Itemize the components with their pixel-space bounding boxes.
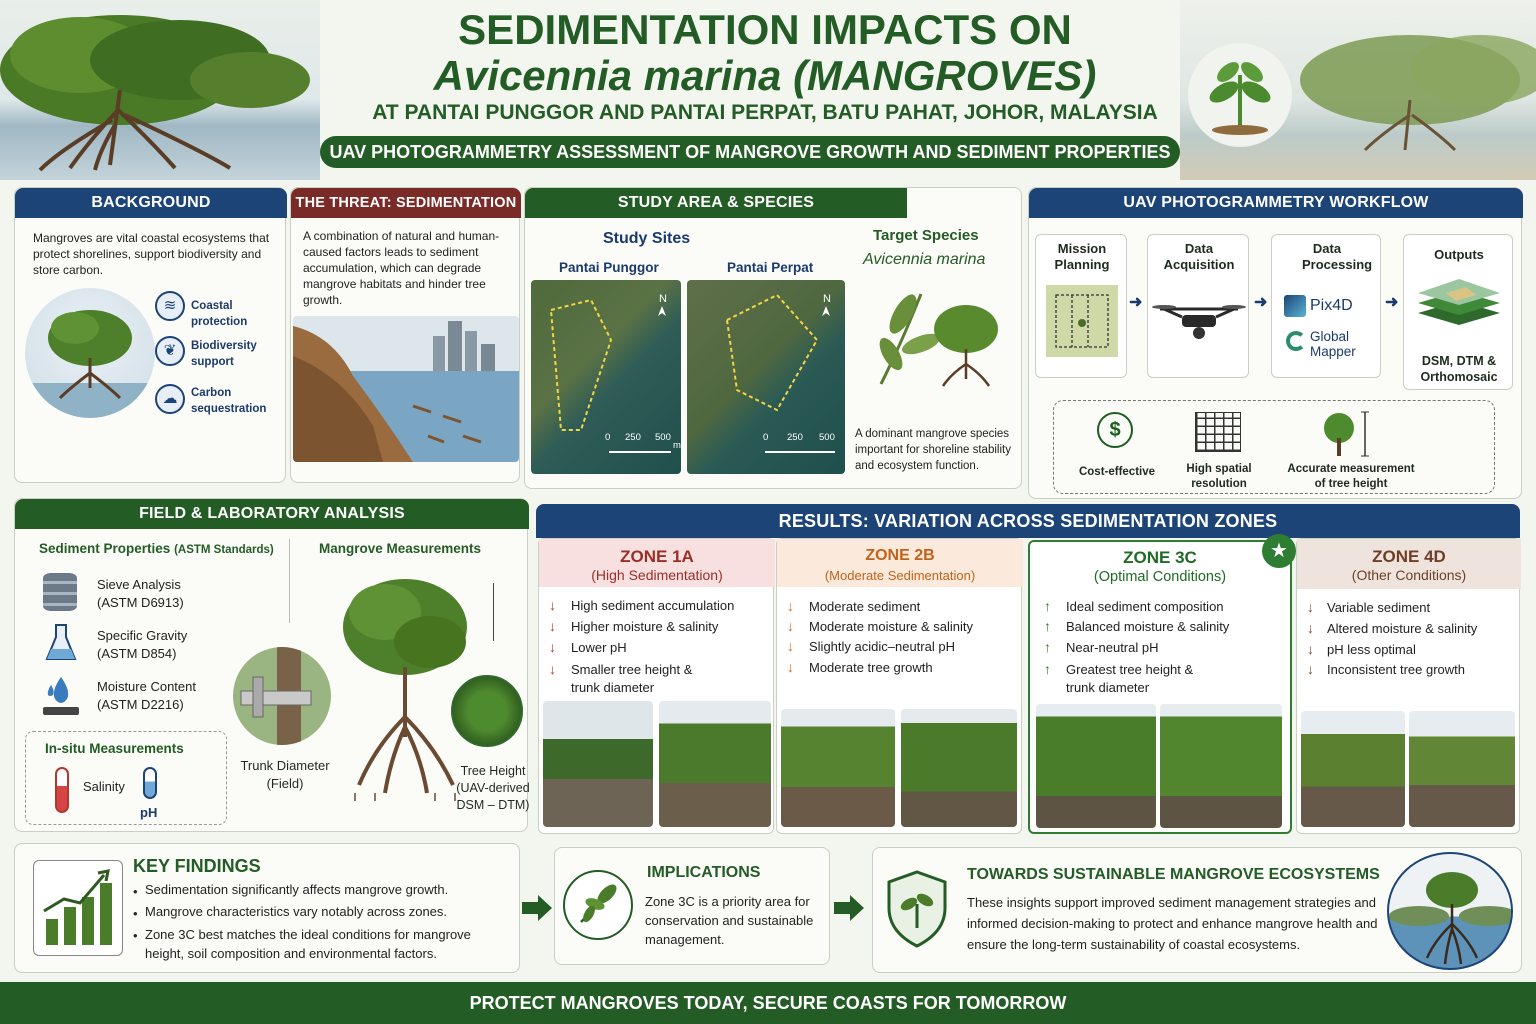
zone-4d-photo-1 <box>1301 711 1405 827</box>
benefit-cost: Cost-effective <box>1078 466 1156 478</box>
mangrove-roots-icon <box>1387 852 1513 970</box>
zone-3c-sub: (Optimal Conditions) <box>1093 569 1227 585</box>
z3-item-1: Ideal sediment composition <box>1066 599 1224 614</box>
findings-header: KEY FINDINGS <box>133 856 261 876</box>
z2-arrow-4: ↓ <box>787 659 794 675</box>
study-sites-title: Study Sites <box>603 230 691 247</box>
step3-label: Data Processing <box>1302 241 1373 272</box>
z4-item-2: Altered moisture & salinity <box>1327 621 1478 636</box>
biodiversity-icon: ❦ <box>155 336 185 366</box>
zone-4d-sub: (Other Conditions) <box>1351 567 1467 583</box>
step-data-acquisition <box>1147 234 1249 378</box>
site1-label: Pantai Punggor <box>559 260 659 275</box>
z1-item-2: Higher moisture & salinity <box>571 619 719 634</box>
threat-text: A combination of natural and human-caused factors leads to sediment accumulation, which can degrade mangrove habitats and hinder tree growth. <box>303 229 500 307</box>
test3-name: Moisture Content <box>97 679 196 694</box>
sustain-header: TOWARDS SUSTAINABLE MANGROVE ECOSYSTEMS <box>967 866 1380 883</box>
trunk-photo <box>233 647 331 745</box>
zone-4d-photo-2 <box>1409 711 1515 827</box>
z2-item-1: Moderate sediment <box>809 599 921 614</box>
finding-2: Mangrove characteristics vary notably across zones. <box>145 904 448 919</box>
threat-header: THE THREAT: SEDIMENTATION <box>291 188 521 218</box>
workflow-header: UAV PHOTOGRAMMETRY WORKFLOW <box>1029 188 1523 218</box>
test1-name: Sieve Analysis <box>97 577 181 592</box>
bar-chart-icon <box>33 860 123 956</box>
avicennia-leaf-icon <box>861 274 1011 402</box>
ph-meter-icon <box>143 767 157 799</box>
scale-unit: m <box>673 440 681 451</box>
zone-4d-card <box>1296 538 1520 834</box>
test1-std: (ASTM D6913) <box>97 595 184 610</box>
star-badge-icon: ★ <box>1262 534 1296 568</box>
benefit-resolution: High spatial resolution <box>1186 463 1252 490</box>
title-line1: SEDIMENTATION IMPACTS ON <box>458 6 1072 53</box>
software-global-mapper: Global Mapper <box>1310 329 1356 359</box>
carbon-icon: ☁ <box>155 384 185 414</box>
arrow-findings-implications <box>520 893 554 923</box>
scale2-500: 500 <box>819 432 835 443</box>
z2-arrow-2: ↓ <box>787 618 794 634</box>
z1-item-4: Smaller tree height & trunk diameter <box>571 662 693 695</box>
workflow-panel <box>1028 187 1522 499</box>
insitu-title: In-situ Measurements <box>45 741 184 756</box>
trunk-label: Trunk Diameter (Field) <box>240 758 330 791</box>
pix4d-icon <box>1284 295 1306 317</box>
zone-1a-photo-2 <box>659 701 771 827</box>
site2-label: Pantai Perpat <box>727 260 814 275</box>
field-header: FIELD & LABORATORY ANALYSIS <box>15 499 529 529</box>
zone-3c-photo-2 <box>1160 704 1282 828</box>
step-data-processing <box>1271 234 1381 378</box>
findings-panel <box>14 843 520 973</box>
flow-arrow-1: ➜ <box>1129 294 1143 311</box>
target-species-title: Target Species <box>873 227 979 244</box>
zone-2b-photo-1 <box>781 709 895 827</box>
mangrove-measure-title: Mangrove Measurements <box>319 541 482 556</box>
moisture-icon <box>43 675 79 715</box>
z1-arrow-4: ↓ <box>549 661 556 677</box>
z3-arrow-4: ↑ <box>1044 661 1051 677</box>
title-line2: Avicennia marina (MANGROVES) <box>433 52 1097 99</box>
field-divider <box>289 539 290 623</box>
zone-1a-card <box>538 538 774 834</box>
zone-3c-photo-1 <box>1036 704 1156 828</box>
finding-3: Zone 3C best matches the ideal conditions for mangrove height, soil composition and environmental factors. <box>145 927 471 961</box>
z3-item-2: Balanced moisture & salinity <box>1066 619 1230 634</box>
zone-2b-card <box>776 538 1022 834</box>
insitu-salinity: Salinity <box>83 779 125 794</box>
zone-1a-name: ZONE 1A <box>620 547 694 566</box>
tree-height-icon <box>1315 410 1375 458</box>
title-banner: UAV PHOTOGRAMMETRY ASSESSMENT OF MANGROVE GROWTH AND SEDIMENT PROPERTIES <box>320 136 1180 168</box>
coastal-protection-icon: ≋ <box>155 291 185 321</box>
height-arrow <box>493 583 494 641</box>
z3-arrow-1: ↑ <box>1044 598 1051 614</box>
flow-arrow-3: ➜ <box>1385 294 1399 311</box>
step-outputs <box>1403 234 1513 390</box>
implications-text: Zone 3C is a priority area for conservation and sustainable management. <box>645 894 814 947</box>
flow-arrow-2: ➜ <box>1254 294 1268 311</box>
background-header: BACKGROUND <box>15 188 287 218</box>
mangrove-tree-illustration <box>25 288 155 418</box>
study-panel <box>524 187 1022 489</box>
scale-500: 500 <box>655 432 671 443</box>
software-pix4d: Pix4D <box>1310 297 1353 314</box>
shield-sprout-icon <box>885 870 949 948</box>
zone-2b-name: ZONE 2B <box>865 547 935 564</box>
finding-1: Sedimentation significantly affects mangrove growth. <box>145 882 449 897</box>
drone-icon <box>1150 295 1248 353</box>
step2-label: Data Acquisition <box>1163 241 1235 272</box>
scale-0: 0 <box>605 432 611 443</box>
z3-arrow-3: ↑ <box>1044 639 1051 655</box>
z1-arrow-3: ↓ <box>549 639 556 655</box>
height-label: Tree Height (UAV-derived DSM – DTM) <box>456 764 530 812</box>
zone-1a-sub: (High Sedimentation) <box>591 567 723 583</box>
map-punggor <box>531 280 681 474</box>
zone-2b-sub: (Moderate Sedimentation) <box>824 568 976 583</box>
outputs-text: DSM, DTM & Orthomosaic <box>1420 354 1498 384</box>
z2-item-2: Moderate moisture & salinity <box>809 619 974 634</box>
svg-text:N: N <box>823 293 831 305</box>
z4-arrow-1: ↓ <box>1307 599 1314 615</box>
scale2-250: 250 <box>787 432 803 443</box>
grid-resolution-icon <box>1195 412 1241 452</box>
test2-name: Specific Gravity <box>97 628 188 643</box>
global-mapper-icon <box>1286 331 1306 351</box>
implications-panel <box>554 847 830 965</box>
benefit-tree-height: Accurate measurement of tree height <box>1287 463 1415 490</box>
z2-arrow-3: ↓ <box>787 638 794 654</box>
results-panel <box>534 504 1522 836</box>
z1-arrow-2: ↓ <box>549 618 556 634</box>
sediment-title <box>39 541 274 556</box>
z4-item-4: Inconsistent tree growth <box>1327 662 1466 677</box>
test2-std: (ASTM D854) <box>97 646 177 661</box>
bg-item-3: Carbon sequestration <box>191 387 267 415</box>
cost-effective-icon: $ <box>1097 412 1133 448</box>
z3-item-3: Near-neutral pH <box>1066 640 1159 655</box>
z4-arrow-2: ↓ <box>1307 620 1314 636</box>
scale-250: 250 <box>625 432 641 443</box>
z4-arrow-4: ↓ <box>1307 661 1314 677</box>
tree-height-photo <box>451 675 523 747</box>
map-perpat <box>687 280 845 474</box>
study-header: STUDY AREA & SPECIES <box>525 188 907 218</box>
header-right-image <box>1180 0 1536 180</box>
z2-item-4: Moderate tree growth <box>809 660 933 675</box>
svg-text:N: N <box>659 293 667 305</box>
bg-item-1: Coastal protection <box>191 300 248 328</box>
step1-label: Mission Planning <box>1054 241 1110 272</box>
zone-4d-name: ZONE 4D <box>1372 547 1446 566</box>
species-text: A dominant mangrove species important for shoreline stability and ecosystem function. <box>855 428 1011 472</box>
step-mission-planning <box>1035 234 1127 378</box>
sustain-panel <box>872 847 1522 973</box>
test3-std: (ASTM D2216) <box>97 697 184 712</box>
header-left-image <box>0 0 320 180</box>
z3-arrow-2: ↑ <box>1044 618 1051 634</box>
z4-arrow-3: ↓ <box>1307 641 1314 657</box>
sustain-text: These insights support improved sediment management strategies and informed decision-making to protect and enhance mangrove health and ensure the long-term sustainability of coastal ecosystems. <box>967 895 1378 952</box>
z1-arrow-1: ↓ <box>549 597 556 613</box>
zone-3c-name: ZONE 3C <box>1123 548 1197 567</box>
sediment-std: (ASTM Standards) <box>174 544 274 556</box>
zone-3c-card <box>1028 540 1292 834</box>
insitu-ph: pH <box>140 805 158 820</box>
zone-2b-photo-2 <box>901 709 1017 827</box>
background-text: Mangroves are vital coastal ecosystems that protect shorelines, support biodiversity and store carbon. <box>33 231 270 277</box>
implications-header: IMPLICATIONS <box>647 864 761 881</box>
threat-panel <box>290 187 520 483</box>
species-name: Avicennia marina <box>863 251 986 268</box>
footer-banner: PROTECT MANGROVES TODAY, SECURE COASTS FOR TOMORROW <box>0 982 1536 1024</box>
field-panel <box>14 498 528 832</box>
leaf-hand-icon <box>563 870 633 940</box>
finding-bullet-2: • <box>133 906 138 921</box>
z4-item-1: Variable sediment <box>1327 600 1431 615</box>
sieve-icon <box>43 573 77 611</box>
flask-icon <box>45 623 77 663</box>
z2-arrow-1: ↓ <box>787 598 794 614</box>
step4-label: Outputs <box>1434 247 1484 262</box>
finding-bullet-1: • <box>133 884 138 899</box>
scale2-0: 0 <box>763 432 769 443</box>
results-header: RESULTS: VARIATION ACROSS SEDIMENTATION ZONES <box>536 504 1520 538</box>
thermometer-icon <box>55 767 69 813</box>
arrow-implications-sustain <box>832 893 868 923</box>
z1-item-1: High sediment accumulation <box>571 598 735 613</box>
z3-item-4: Greatest tree height & trunk diameter <box>1066 662 1194 695</box>
title-line3: AT PANTAI PUNGGOR AND PANTAI PERPAT, BATU PAHAT, JOHOR, MALAYSIA <box>372 101 1158 124</box>
z2-item-3: Slightly acidic–neutral pH <box>809 639 955 654</box>
z1-item-3: Lower pH <box>571 640 627 655</box>
sedimentation-illustration <box>293 316 519 462</box>
background-panel <box>14 187 286 483</box>
bg-item-2: Biodiversity support <box>191 340 257 368</box>
zone-1a-photo-1 <box>543 701 653 827</box>
z4-item-3: pH less optimal <box>1327 642 1416 657</box>
sediment-title-text: Sediment Properties <box>39 541 171 556</box>
finding-bullet-3: • <box>133 928 138 943</box>
